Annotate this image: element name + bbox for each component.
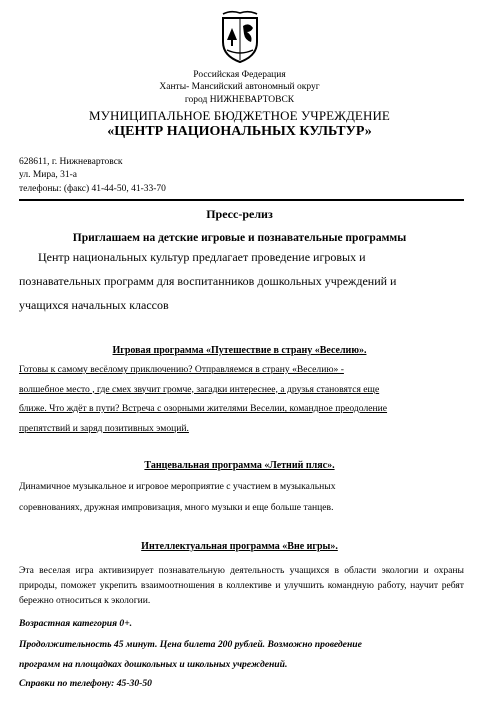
- city-line: город НИЖНЕВАРТОВСК: [184, 95, 295, 105]
- coat-of-arms-icon: [219, 10, 261, 64]
- program2-line: соревнованиях, дружная импровизация, много музыки и еще больше танцев.: [19, 502, 334, 513]
- header-divider: [19, 199, 464, 201]
- org-name-line2: «ЦЕНТР НАЦИОНАЛЬНЫХ КУЛЬТУР»: [107, 124, 372, 139]
- intro-line: познавательных программ для воспитанников дошкольных учреждений и: [19, 274, 397, 288]
- phone-info: Справки по телефону: 45-30-50: [19, 678, 152, 689]
- program2-line: Динамичное музыкальное и игровое мероприятие с участием в музыкальных: [19, 481, 336, 492]
- age-category: Возрастная категория 0+.: [19, 618, 133, 629]
- press-release-title: Пресс-релиз: [206, 207, 273, 221]
- country-line: Российская Федерация: [193, 70, 286, 80]
- address-line2: ул. Мира, 31-а: [19, 170, 77, 180]
- intro-line: учащихся начальных классов: [19, 298, 169, 312]
- intro-paragraph: [19, 245, 464, 317]
- program1-title: Игровая программа «Путешествие в страну «Веселию».: [112, 345, 367, 356]
- region-line: Ханты- Мансийский автономный округ: [159, 82, 320, 92]
- duration-line: Продолжительность 45 минут. Цена билета 200 рублей. Возможно проведение: [19, 639, 362, 650]
- address-phones: телефоны: (факс) 41-44-50, 41-33-70: [19, 184, 166, 194]
- duration-line: программ на площадках дошкольных и школьных учреждений.: [19, 659, 288, 670]
- program2-description: [19, 476, 464, 518]
- org-name-line1: МУНИЦИПАЛЬНОЕ БЮДЖЕТНОЕ УЧРЕЖДЕНИЕ: [89, 108, 390, 123]
- program3-description: Эта веселая игра активизирует познавательную деятельность учащихся в области экологии и охраны природы, поможет укрепить взаимоотношения в коллективе и улучшить командную работу, научит ребят бережно относиться к экологии.: [19, 565, 464, 606]
- press-release-subtitle: Приглашаем на детские игровые и познавательные программы: [72, 232, 407, 244]
- program1-line: волшебное место , где смех звучит громче, загадки интереснее, а друзья становятся еще: [19, 383, 380, 395]
- duration-info: [19, 635, 464, 675]
- program1-line: Готовы к самому весёлому приключению? Отправляемся в страну «Веселию» -: [19, 364, 344, 375]
- program2-title: Танцевальная программа «Летний пляс».: [144, 460, 335, 471]
- program1-description: [19, 360, 464, 438]
- intro-line: Центр национальных культур предлагает проведение игровых и: [38, 250, 366, 264]
- program1-line: ближе. Что ждёт в пути? Встреча с озорными жителями Веселии, командное преодоление: [19, 403, 388, 414]
- program1-line: препятствий и заряд позитивных эмоций.: [19, 422, 189, 434]
- program3-title: Интеллектуальная программа «Вне игры».: [141, 541, 338, 552]
- address-line1: 628611, г. Нижневартовск: [19, 157, 123, 167]
